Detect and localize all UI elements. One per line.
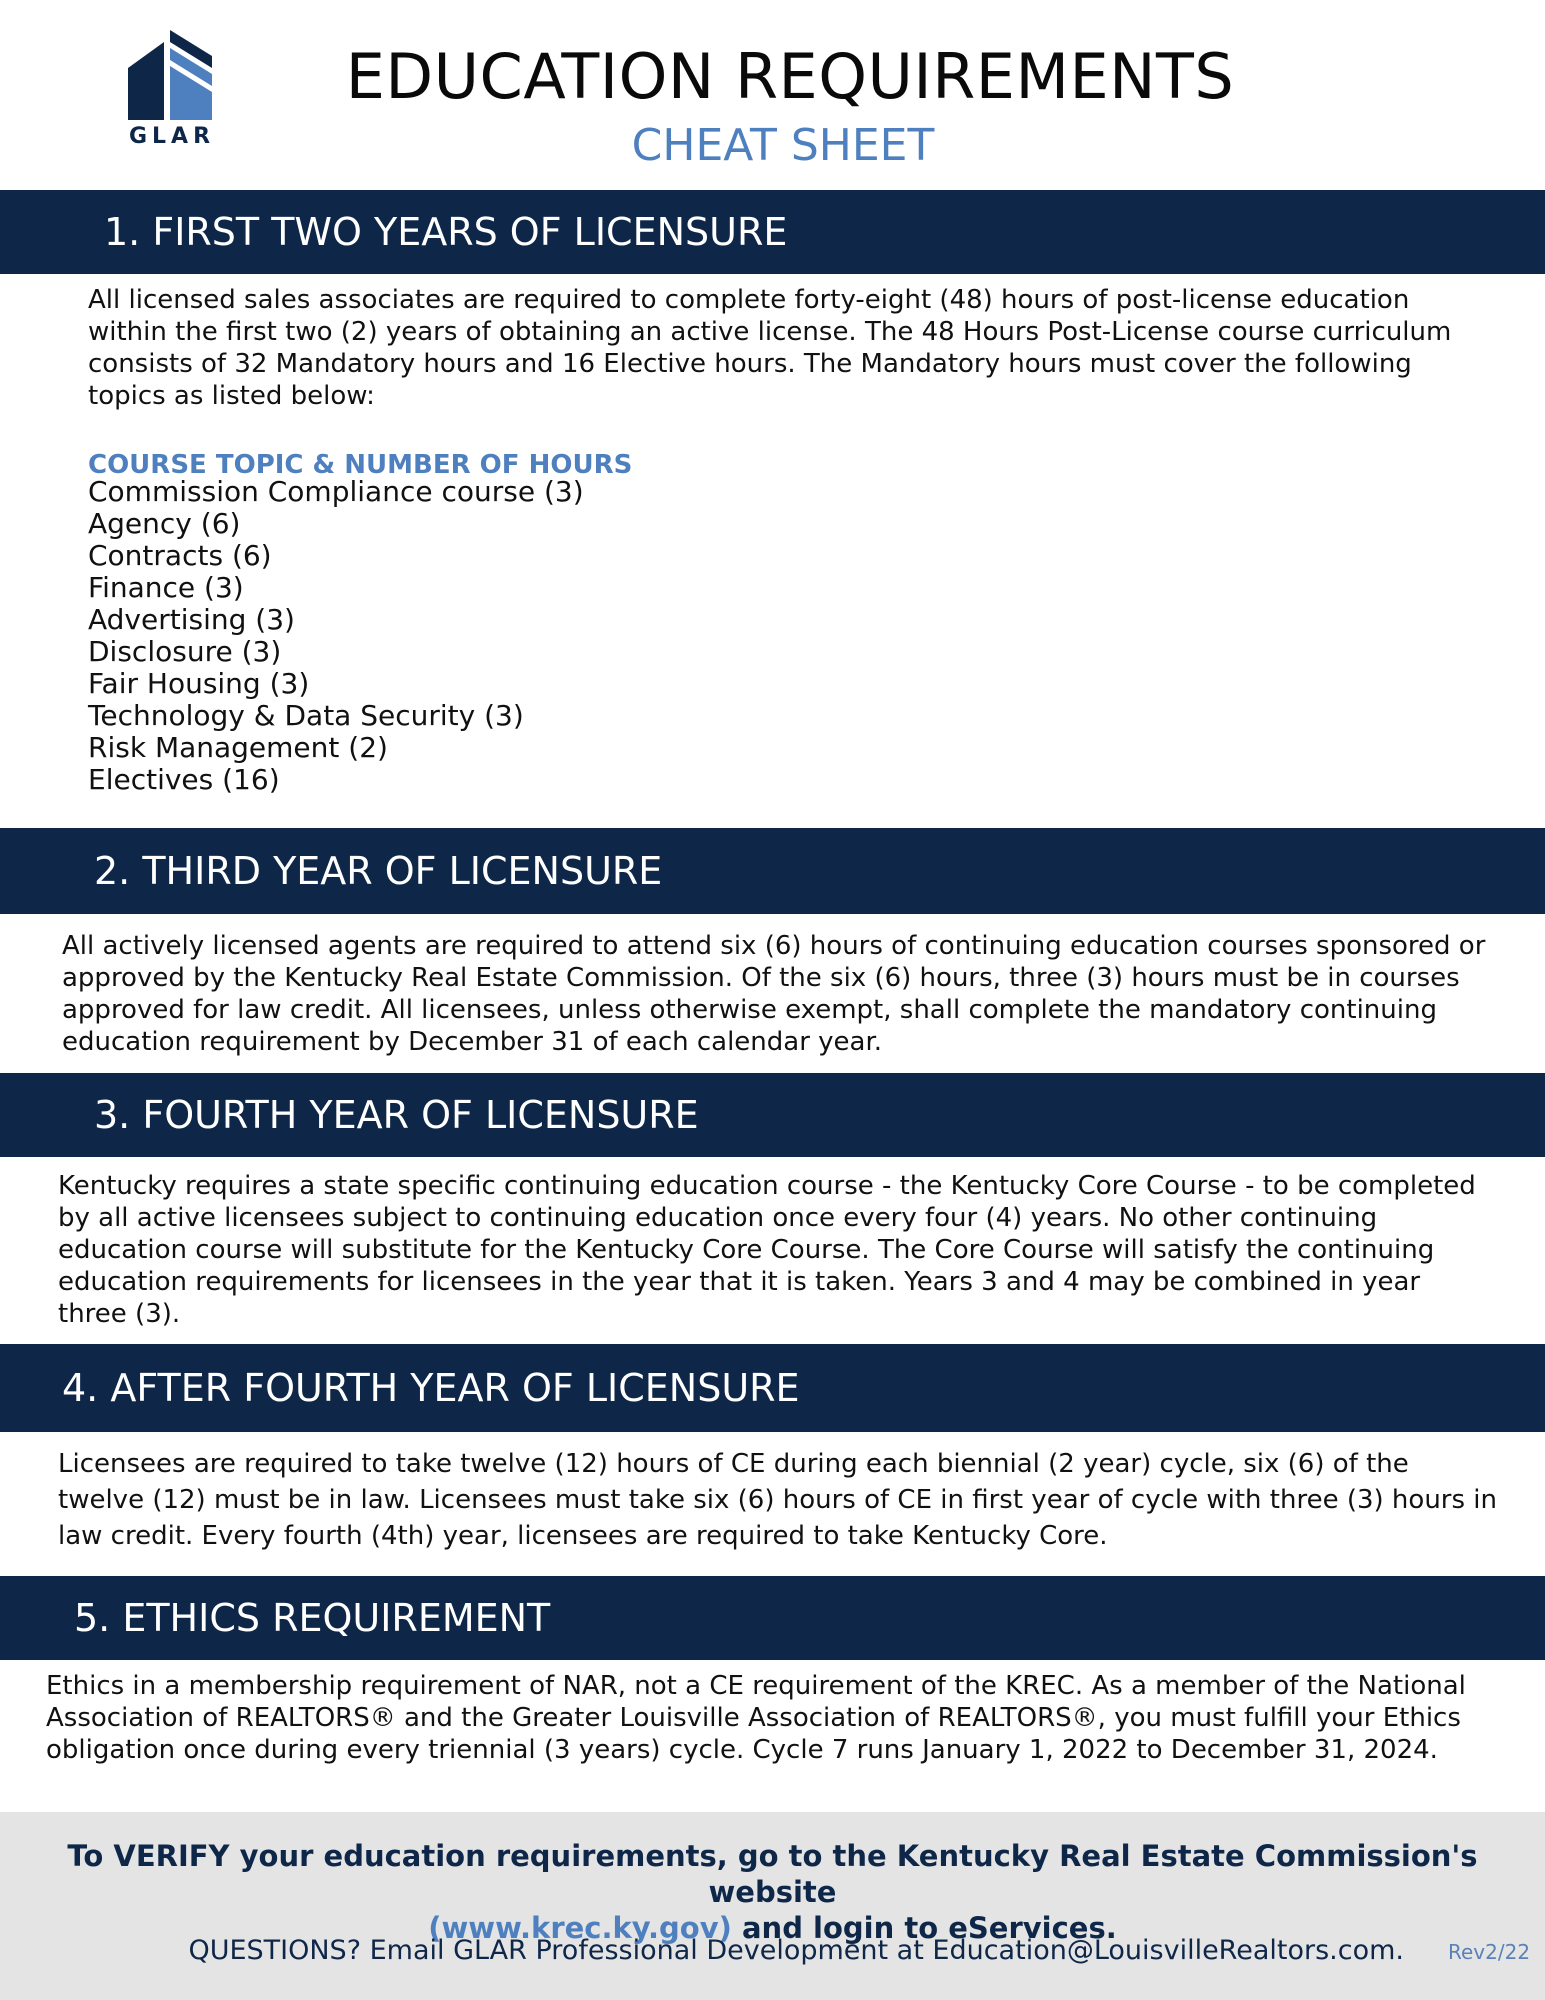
section-2-body: All actively licensed agents are required to attend six (6) hours of continuing education courses sponsored or approved by the Kentucky Real Estate Commission. Of the six (6) hours, three (3) hours must be in courses approved for law credit. All licensees, unless otherwise exempt, shall complete the mandatory continuing education requirement by December 31 of each calendar year. (62, 931, 1486, 1057)
verify-line-1: To VERIFY your education requirements, go to the Kentucky Real Estate Commission's website (67, 1839, 1478, 1909)
section-heading: 1. FIRST TWO YEARS OF LICENSURE (104, 210, 788, 254)
section-heading: 4. AFTER FOURTH YEAR OF LICENSURE (62, 1366, 800, 1410)
list-item: Advertising (3) (88, 603, 295, 636)
section-heading: 5. ETHICS REQUIREMENT (74, 1596, 551, 1640)
section-4-header (0, 1344, 1545, 1432)
section-heading: 2. THIRD YEAR OF LICENSURE (94, 849, 663, 893)
section-5-header (0, 1576, 1545, 1660)
list-item: Contracts (6) (88, 539, 272, 572)
section-heading: 3. FOURTH YEAR OF LICENSURE (94, 1093, 699, 1137)
section-1-body: All licensed sales associates are required to complete forty-eight (48) hours of post-license education within the first two (2) years of obtaining an active license. The 48 Hours Post-License course curriculum consists of 32 Mandatory hours and 16 Elective hours. The Mandatory hours must cover the following topics as listed below: (88, 285, 1452, 411)
revision-label: Rev2/22 (1448, 1940, 1531, 1964)
course-topics-heading: COURSE TOPIC & NUMBER OF HOURS (88, 450, 633, 480)
logo-text: GLAR (128, 124, 216, 149)
section-1-header (0, 190, 1545, 274)
list-item: Disclosure (3) (88, 635, 282, 668)
list-item: Fair Housing (3) (88, 667, 310, 700)
list-item: Commission Compliance course (3) (88, 475, 584, 508)
list-item: Risk Management (2) (88, 731, 388, 764)
krec-website-link[interactable]: (www.krec.ky.gov) (428, 1911, 732, 1945)
section-3-body: Kentucky requires a state specific continuing education course - the Kentucky Core Course - to be completed by all active licensees subject to continuing education once every four (4) years. No other continuing education course will substitute for the Kentucky Core Course. The Core Course will satisfy the continuing education requirements for licensees in the year that it is taken. Years 3 and 4 may be combined in year three (3). (58, 1171, 1476, 1329)
list-item: Electives (16) (88, 763, 280, 796)
footer (0, 1812, 1545, 2000)
section-5-body: Ethics in a membership requirement of NAR, not a CE requirement of the KREC. As a member of the National Association of REALTORS® and the Greater Louisville Association of REALTORS®, you must fulfill your Ethics obligation once during every triennial (3 years) cycle. Cycle 7 runs January 1, 2022 to December 31, 2024. (46, 1671, 1466, 1765)
questions-contact: QUESTIONS? Email GLAR Professional Development at Education@LouisvilleRealtors.com. (188, 1935, 1404, 1966)
glar-logo (122, 28, 222, 156)
list-item: Agency (6) (88, 507, 241, 540)
list-item: Finance (3) (88, 571, 244, 604)
page-subtitle: CHEAT SHEET (631, 120, 935, 171)
section-2-header (0, 828, 1545, 914)
list-item: Technology & Data Security (3) (88, 699, 524, 732)
verify-notice (0, 1838, 1545, 1946)
section-3-header (0, 1073, 1545, 1157)
page-title: EDUCATION REQUIREMENTS (345, 40, 1235, 113)
course-topics-list (88, 476, 584, 796)
verify-line-2-text: and login to eServices. (731, 1911, 1117, 1945)
section-4-body: Licensees are required to take twelve (12) hours of CE during each biennial (2 year) cycle, six (6) of the twelve (12) must be in law. Licensees must take six (6) hours of CE in first year of cycle with three (3) hours in law credit. Every fourth (4th) year, licensees are required to take Kentucky Core. (58, 1449, 1498, 1551)
building-icon (122, 28, 222, 124)
